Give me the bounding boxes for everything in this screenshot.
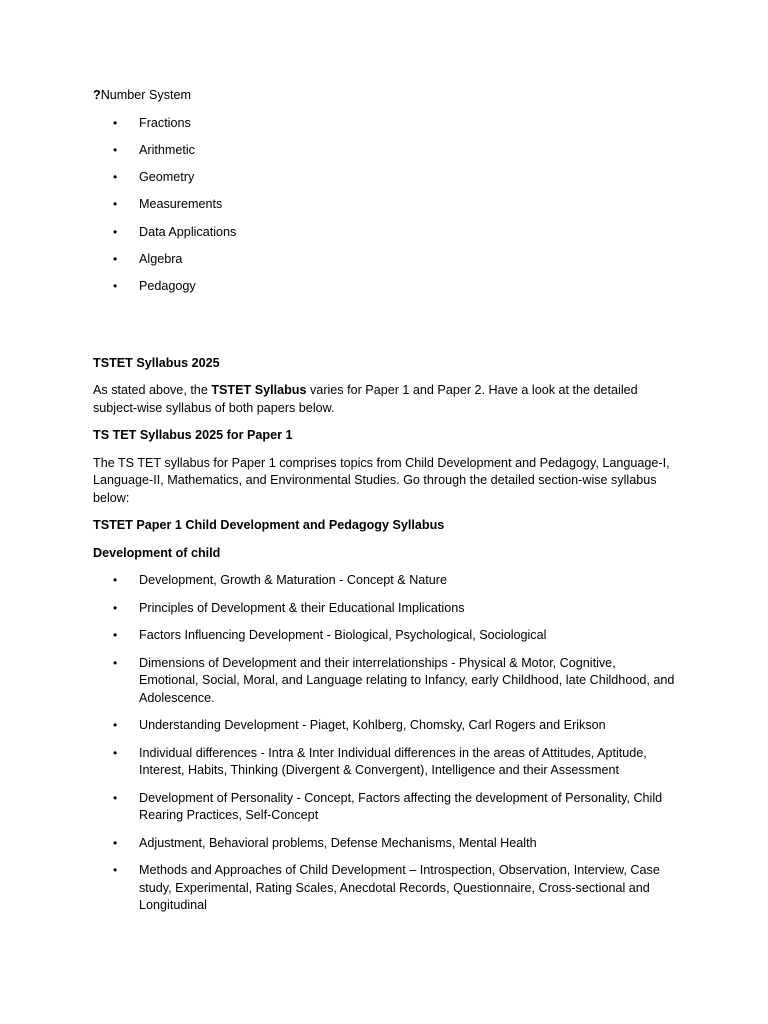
syllabus-heading: TSTET Syllabus 2025 xyxy=(93,355,220,370)
bullet-icon: • xyxy=(113,573,118,588)
bullet-icon: • xyxy=(113,279,118,294)
list-item xyxy=(93,196,678,214)
syllabus-intro xyxy=(93,382,678,417)
document-page xyxy=(93,87,678,925)
number-system-list xyxy=(93,115,678,296)
list-item-text: Geometry xyxy=(139,170,195,185)
section-spacer xyxy=(93,306,678,355)
bullet-icon: • xyxy=(113,835,118,850)
bullet-icon: • xyxy=(113,628,118,643)
bullet-icon: • xyxy=(113,745,118,760)
bullet-icon: • xyxy=(113,863,118,878)
intro-text-bold: TSTET Syllabus xyxy=(211,383,307,398)
list-item xyxy=(93,169,678,187)
list-item-text: Dimensions of Development and their interrelationships - Physical & Motor, Cognitive, Emotional, Social, Moral, and Language relating to Infancy, early Childhood, late Childhood, and Adolescence. xyxy=(139,655,675,705)
bullet-icon: • xyxy=(113,170,118,185)
bullet-icon: • xyxy=(113,600,118,615)
list-item-text: Understanding Development - Piaget, Kohlberg, Chomsky, Carl Rogers and Erikson xyxy=(139,718,606,733)
development-heading: Development of child xyxy=(93,545,221,560)
list-item-text: Data Applications xyxy=(139,224,237,239)
list-item xyxy=(93,835,678,853)
bullet-icon: • xyxy=(113,115,118,130)
list-item xyxy=(93,627,678,645)
list-item xyxy=(93,251,678,269)
list-item-text: Algebra xyxy=(139,251,183,266)
list-item xyxy=(93,862,678,915)
list-item-text: Methods and Approaches of Child Development – Introspection, Observation, Interview, Case study, Experimental, Rating Scales, Anecdotal Records, Questionnaire, Cross-sectional and Longitudinal xyxy=(139,863,660,913)
bullet-icon: • xyxy=(113,718,118,733)
intro-text-end: varies for Paper 1 and Paper 2. Have a look at the detailed subject-wise syllabus of both papers below. xyxy=(93,383,638,415)
number-system-heading xyxy=(93,87,678,105)
list-item-text: Principles of Development & their Educational Implications xyxy=(139,600,465,615)
list-item-text: Arithmetic xyxy=(139,142,195,157)
number-system-prefix: ? xyxy=(93,88,101,102)
list-item xyxy=(93,142,678,160)
list-item-text: Individual differences - Intra & Inter Individual differences in the areas of Attitudes, Aptitude, Interest, Habits, Thinking (Divergent & Convergent), Intelligence and their Assessment xyxy=(139,745,647,778)
intro-text-start: As stated above, the xyxy=(93,383,212,398)
number-system-title: Number System xyxy=(100,88,191,102)
list-item xyxy=(93,115,678,133)
paper1-heading: TS TET Syllabus 2025 for Paper 1 xyxy=(93,428,293,443)
list-item-text: Fractions xyxy=(139,115,191,130)
list-item xyxy=(93,717,678,735)
bullet-icon: • xyxy=(113,142,118,157)
list-item-text: Factors Influencing Development - Biological, Psychological, Sociological xyxy=(139,628,547,643)
list-item xyxy=(93,224,678,242)
bullet-icon: • xyxy=(113,790,118,805)
list-item-text: Development, Growth & Maturation - Concept & Nature xyxy=(139,573,447,588)
list-item xyxy=(93,655,678,708)
list-item xyxy=(93,600,678,618)
cdp-heading: TSTET Paper 1 Child Development and Pedagogy Syllabus xyxy=(93,518,445,533)
bullet-icon: • xyxy=(113,224,118,239)
list-item xyxy=(93,745,678,780)
list-item-text: Pedagogy xyxy=(139,279,196,294)
bullet-icon: • xyxy=(113,655,118,670)
development-list xyxy=(93,572,678,915)
list-item xyxy=(93,278,678,296)
list-item xyxy=(93,572,678,590)
list-item-text: Adjustment, Behavioral problems, Defense Mechanisms, Mental Health xyxy=(139,835,537,850)
list-item xyxy=(93,790,678,825)
bullet-icon: • xyxy=(113,251,118,266)
list-item-text: Development of Personality - Concept, Factors affecting the development of Personality, Child Rearing Practices, Self-Concept xyxy=(139,790,663,823)
bullet-icon: • xyxy=(113,197,118,212)
list-item-text: Measurements xyxy=(139,197,223,212)
paper1-description: The TS TET syllabus for Paper 1 comprises topics from Child Development and Pedagogy, Language-I, Language-II, Mathematics, and Environmental Studies. Go through the detailed section-wise syllabus below: xyxy=(93,455,670,505)
